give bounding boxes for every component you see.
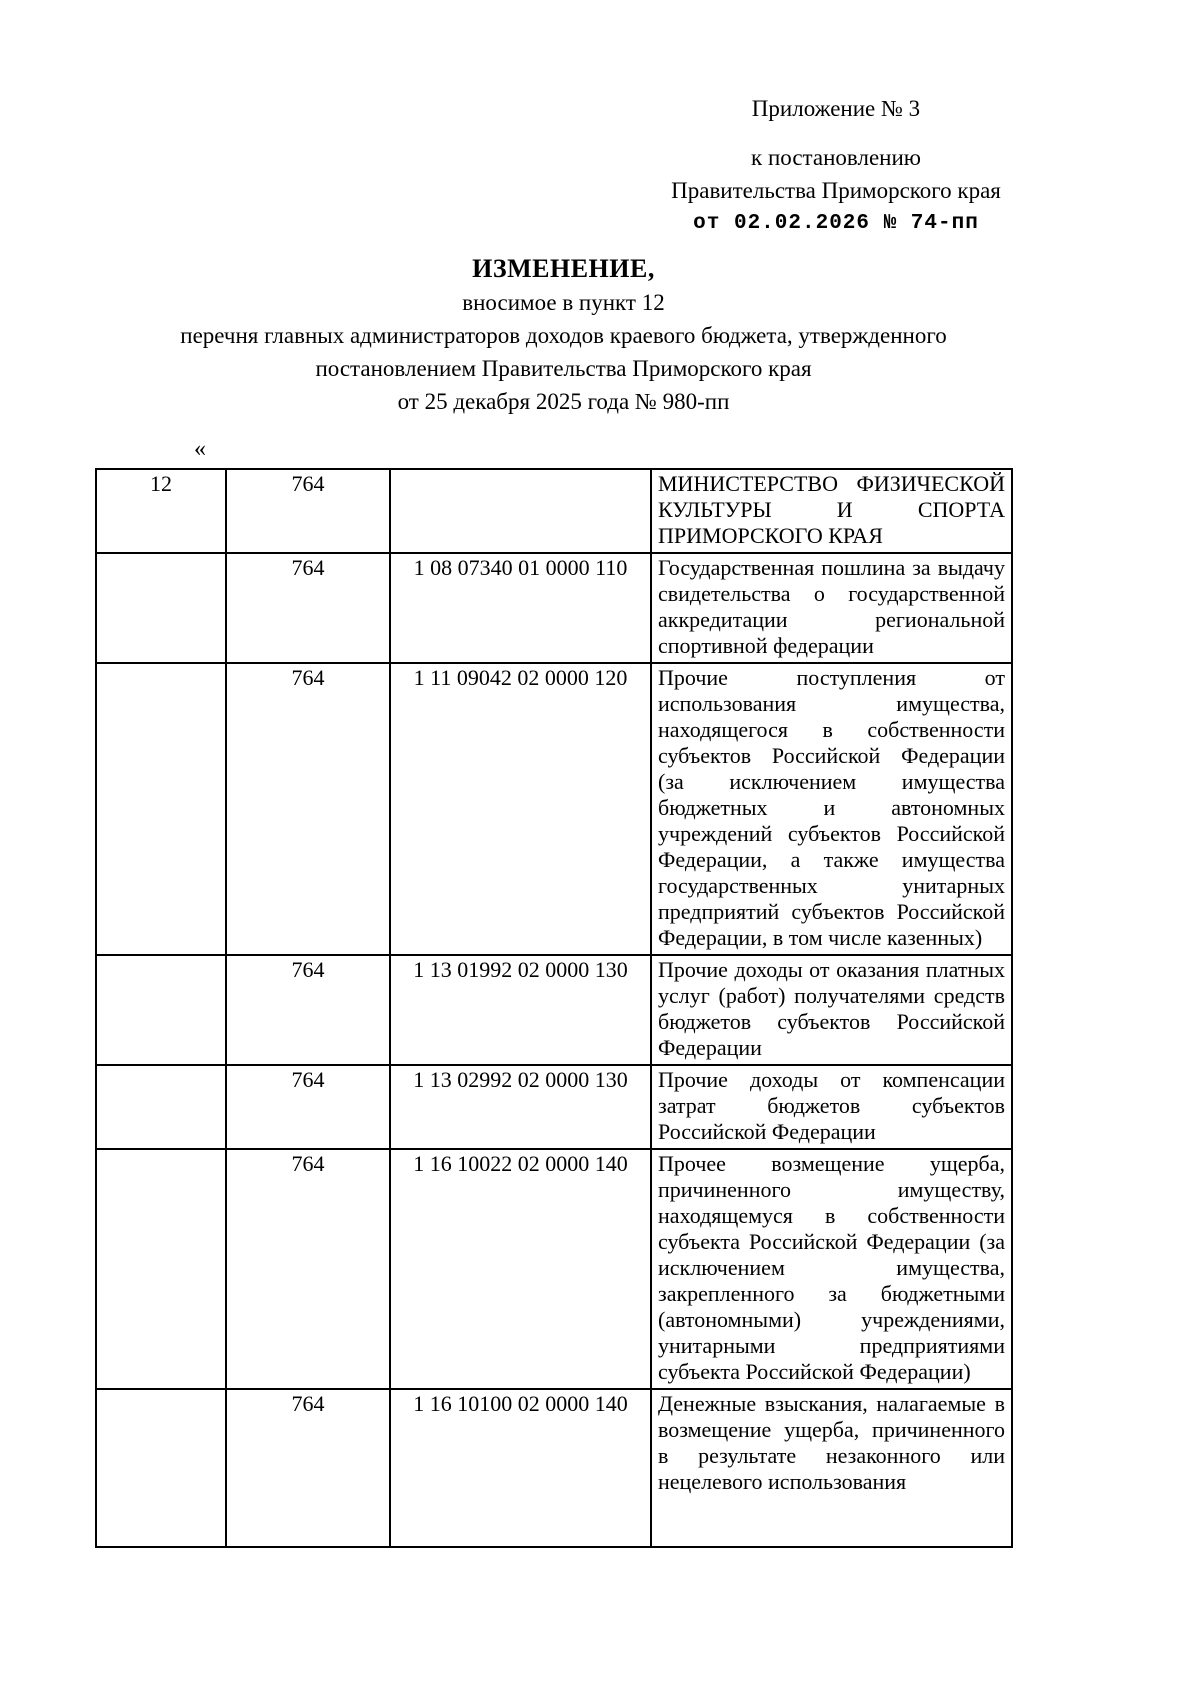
opening-quote: « [194, 436, 206, 462]
title-subtitle-4: от 25 декабря 2025 года № 980-пп [397, 389, 730, 414]
cell-budget-code: 1 13 02992 02 0000 130 [390, 1065, 651, 1149]
table-row [96, 1149, 1012, 1389]
cell-admin-code: 764 [226, 1149, 390, 1389]
table-body [96, 469, 1012, 1547]
cell-income-name: Денежные взыскания, налагаемые в возмещение ущерба, причиненного в результате незаконного или нецелевого использования [651, 1389, 1012, 1547]
cell-admin-code: 764 [226, 1389, 390, 1547]
document-title-block [95, 252, 1032, 418]
cell-income-name: Прочие доходы от оказания платных услуг (работ) получателями средств бюджетов субъектов Российской Федерации [651, 955, 1012, 1065]
table-row [96, 553, 1012, 663]
cell-income-name: Государственная пошлина за выдачу свидетельства о государственной аккредитации региональной спортивной федерации [651, 553, 1012, 663]
title-subtitle-3: постановлением Правительства Приморского края [315, 356, 812, 381]
title-subtitle-2: перечня главных администраторов доходов краевого бюджета, утвержденного [180, 323, 947, 348]
cell-row-number [96, 955, 226, 1065]
government-name: Правительства Приморского края [671, 178, 1001, 203]
cell-budget-code: 1 08 07340 01 0000 110 [390, 553, 651, 663]
table-row [96, 1065, 1012, 1149]
cell-admin-code: 764 [226, 955, 390, 1065]
cell-income-name: Прочее возмещение ущерба, причиненного имуществу, находящемуся в собственности субъекта Российской Федерации (за исключением имущества, закрепленного за бюджетными (автономными) учреждениями, унитарными предприятиями субъекта Российской Федерации) [651, 1149, 1012, 1389]
cell-budget-code: 1 16 10022 02 0000 140 [390, 1149, 651, 1389]
cell-admin-code: 764 [226, 469, 390, 553]
cell-row-number [96, 553, 226, 663]
cell-row-number [96, 663, 226, 955]
title-subtitle-1: вносимое в пункт 12 [462, 290, 665, 315]
cell-admin-code: 764 [226, 663, 390, 955]
appendix-header [638, 92, 1034, 240]
cell-row-number [96, 1389, 226, 1547]
cell-admin-code: 764 [226, 553, 390, 663]
cell-budget-code: 1 11 09042 02 0000 120 [390, 663, 651, 955]
cell-row-number [96, 1149, 226, 1389]
cell-budget-code [390, 469, 651, 553]
cell-budget-code: 1 13 01992 02 0000 130 [390, 955, 651, 1065]
cell-budget-code: 1 16 10100 02 0000 140 [390, 1389, 651, 1547]
cell-income-name: Прочие поступления от использования имущества, находящегося в собственности субъектов Российской Федерации (за исключением имущества бюджетных и автономных учреждений субъектов Российской Федерации, а также имущества государственных унитарных предприятий субъектов Российской Федерации, в том числе казенных) [651, 663, 1012, 955]
table-row [96, 469, 1012, 553]
cell-income-name: МИНИСТЕРСТВО ФИЗИЧЕСКОЙ КУЛЬТУРЫ И СПОРТА ПРИМОРСКОГО КРАЯ [651, 469, 1012, 553]
income-administrators-table [95, 468, 1013, 1548]
resolution-date-number: от 02.02.2026 № 74-пп [693, 212, 979, 235]
resolution-reference: к постановлению [751, 145, 921, 170]
table-row [96, 1389, 1012, 1547]
appendix-number: Приложение № 3 [751, 96, 921, 121]
document-title: ИЗМЕНЕНИЕ, [472, 254, 655, 283]
cell-row-number [96, 1065, 226, 1149]
table-row [96, 663, 1012, 955]
cell-row-number: 12 [96, 469, 226, 553]
cell-income-name: Прочие доходы от компенсации затрат бюджетов субъектов Российской Федерации [651, 1065, 1012, 1149]
cell-admin-code: 764 [226, 1065, 390, 1149]
table-row [96, 955, 1012, 1065]
